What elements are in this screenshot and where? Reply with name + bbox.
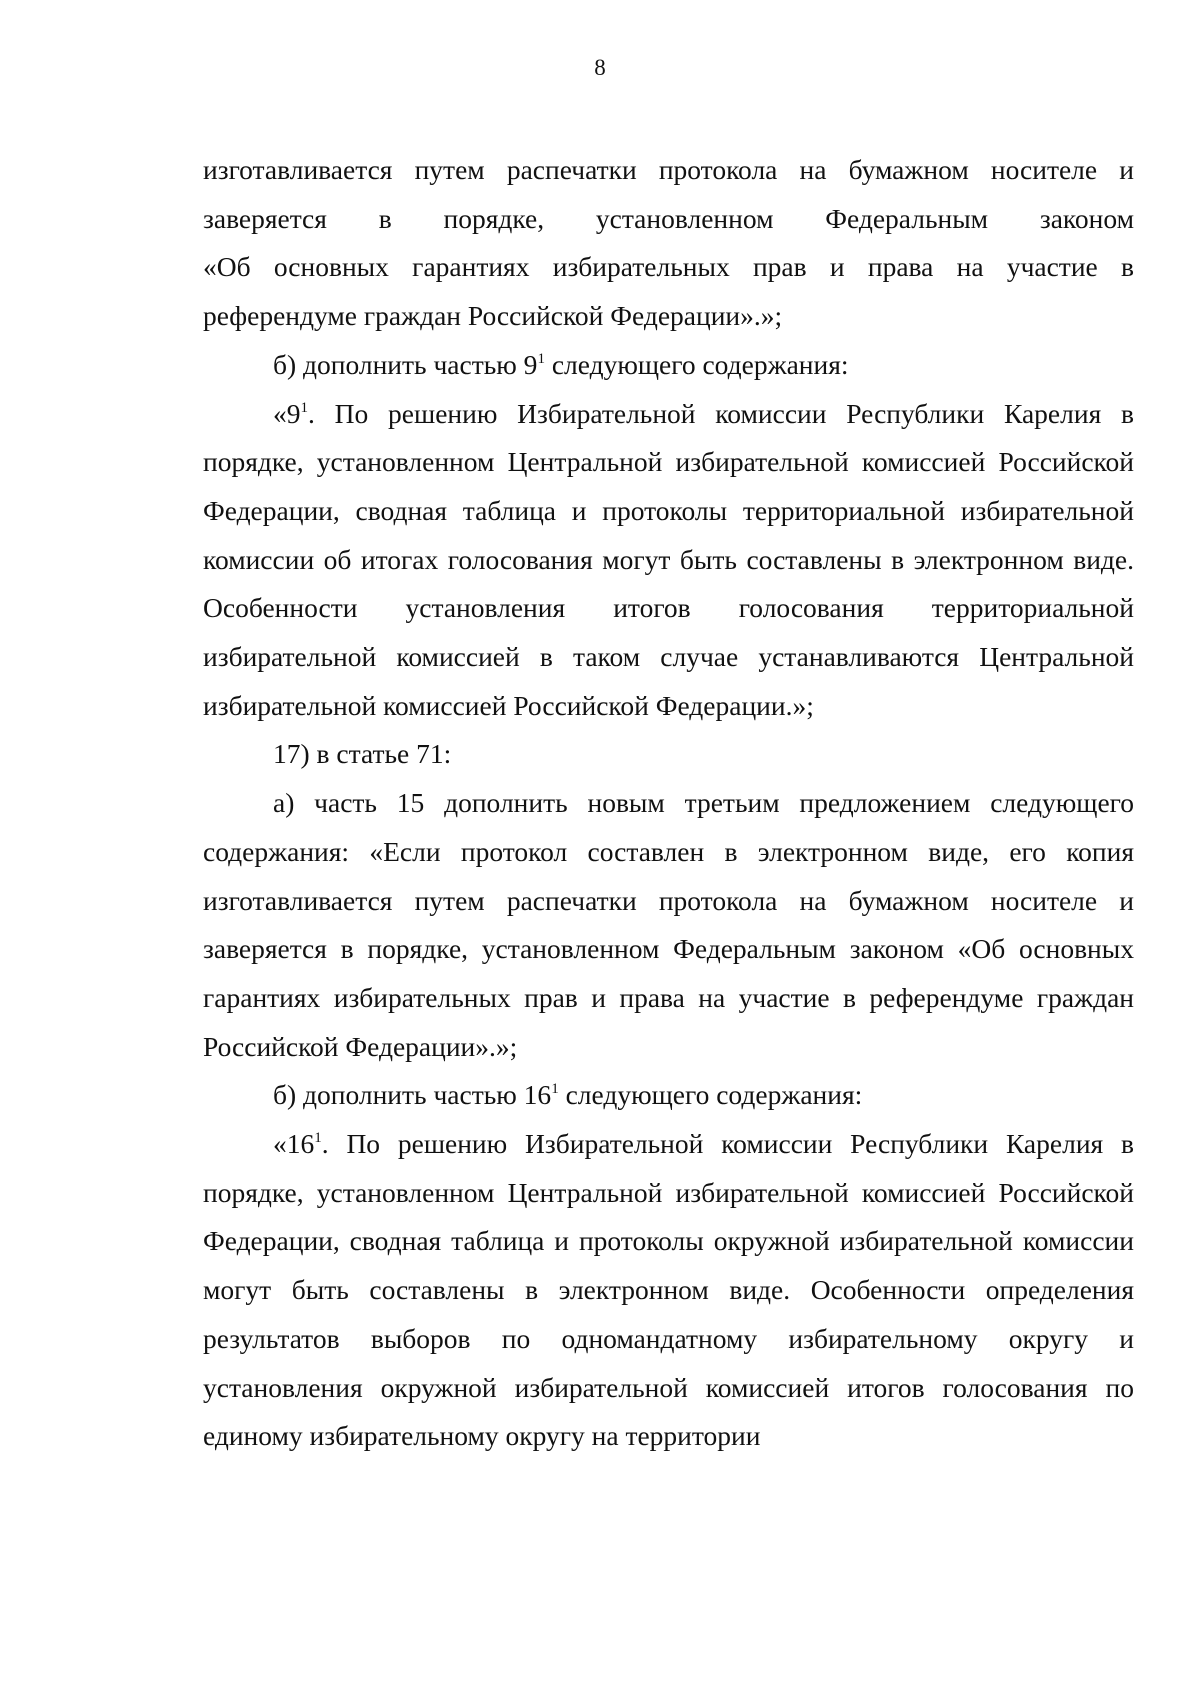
superscript-index: 1: [314, 1130, 322, 1147]
paragraph-continuation: [203, 146, 1134, 243]
paragraph-part-16-1: [203, 1120, 1134, 1461]
paragraph-text: «Об основных гарантиях избирательных прав и права на участие в референдуме граждан Российской Федерации».»;: [203, 251, 1134, 332]
paragraph-amendment-b-16: [203, 1071, 1134, 1120]
paragraph-text: следующего содержания:: [558, 1079, 863, 1111]
paragraph-text: 17) в статье 71:: [273, 738, 452, 770]
paragraph-text: б) дополнить частью 9: [273, 348, 538, 380]
paragraph-text: . По решению Избирательной комиссии Республики Карелия в порядке, установленном Центральной избирательной комиссией Российской Федерации, сводная таблица и протоколы территориальной избирательной комиссии об итогах голосования могут быть составлены в электронном виде. Особенности установления итогов голосования территориальной избирательной комиссией в таком случае устанавливаются Центральной избирательной комиссией Российской Федерации.»;: [203, 397, 1134, 721]
paragraph-law-reference: [203, 243, 1134, 340]
paragraph-text: следующего содержания:: [544, 348, 849, 380]
document-body: [203, 146, 1134, 1461]
paragraph-text: а) часть 15 дополнить новым третьим предложением следующего содержания: «Если протокол составлен в электронном виде, его копия изготавливается путем распечатки протокола на бумажном носителе и заверяется в порядке, установленном Федеральным законом «Об основных гарантиях избирательных прав и права на участие в референдуме граждан Российской Федерации».»;: [203, 787, 1134, 1062]
superscript-index: 1: [300, 399, 308, 416]
page-number: 8: [594, 55, 606, 80]
paragraph-amendment-a: [203, 779, 1134, 1071]
paragraph-text: изготавливается путем распечатки протокола на бумажном носителе и заверяется в порядке, установленном Федеральным законом: [203, 154, 1134, 234]
paragraph-part-9-1: [203, 390, 1134, 731]
paragraph-text: «9: [273, 397, 301, 429]
paragraph-text: «16: [273, 1128, 315, 1160]
paragraph-text: . По решению Избирательной комиссии Республики Карелия в порядке, установленном Центральной избирательной комиссией Российской Федерации, сводная таблица и протоколы окружной избирательной комиссии могут быть составлены в электронном виде. Особенности определения результатов выборов по одномандатному избирательному округу и установления окружной избирательной комиссией итогов голосования по единому избирательному округу на территории: [203, 1128, 1134, 1452]
paragraph-article-71: [203, 730, 1134, 779]
paragraph-text: б) дополнить частью 16: [273, 1079, 552, 1111]
superscript-index: 1: [537, 350, 545, 367]
superscript-index: 1: [551, 1081, 559, 1098]
paragraph-amendment-b: [203, 341, 1134, 390]
